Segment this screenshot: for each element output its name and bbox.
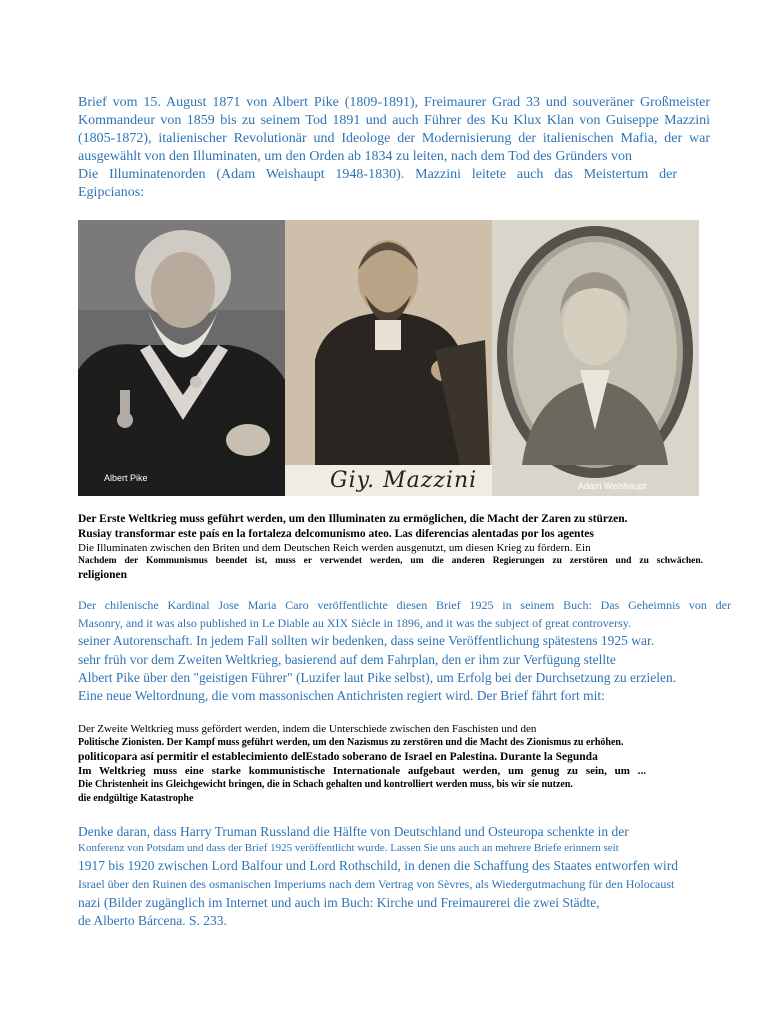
intro-line: Die Illuminatenorden (Adam Weishaupt 1948-1830). Mazzini leitete auch das Meistertum der [78,167,677,182]
letter1-line: Nachdem der Kommunismus beendet ist, muss er verwendet werden, um die anderen Regierungen zu zerstören und zu schwächen. [78,556,703,566]
body3-line: Israel über den Ruinen des osmanischen Imperiums nach dem Vertrag von Sèvres, als Wiedergutmachung für den Holocaust [78,877,675,891]
intro-line: Egipcianos: [78,185,145,200]
letter2-line: Politische Zionisten. Der Kampf muss geführt werden, um den Nazismus zu zerstören und die Macht des Zionismus zu erhöhen. [78,737,624,748]
body3-line: de Alberto Bárcena. S. 233. [78,913,227,928]
intro-line: (1805-1872), italienischer Revolutionär und Ideologe der Modernisierung der italienischen Mafia, der war [78,131,710,146]
mazzini-photo [285,220,492,496]
letter1-line: religionen [78,569,127,581]
body3-line: nazi (Bilder zugänglich im Internet und auch im Buch: Kirche und Freimaurerei die zwei Städte, [78,895,600,910]
letter2-line: Die Christenheit ins Gleichgewicht bringen, die in Schach gehalten und kontrolliert werden muss, bis wir sie nutzen. [78,779,573,790]
intro-line: Kommandeur von 1859 bis zu seinem Tod 1891 und auch Führer des Ku Klux Klan von Guiseppe Mazzini [78,113,710,128]
body3-line: 1917 bis 1920 zwischen Lord Balfour und Lord Rothschild, in denen die Schaffung des Staates entworfen wird [78,858,679,873]
mazzini-portrait [285,220,492,496]
mazzini-signature: Giy. Mazzini [330,468,478,493]
intro-line: Brief vom 15. August 1871 von Albert Pike (1809-1891), Freimaurer Grad 33 und souveräner Großmeister [78,95,710,110]
body2-line: Albert Pike über den "geistigen Führer" (Luzifer laut Pike selbst), um Erfolg bei der Durchsetzung zu erzielen. [78,670,677,685]
body2-line: sehr früh vor dem Zweiten Weltkrieg, basierend auf dem Fahrplan, den er ihm zur Verfügung stellte [78,652,616,667]
letter2-line: Im Weltkrieg muss eine starke kommunistische Internationale aufgebaut werden, um genug zu sein, um ... [78,765,646,777]
letter2-line: politicopara así permitir el establecimiento delEstado soberano de Israel en Palestina. Durante la Segunda [78,751,598,763]
weishaupt-photo [492,220,699,496]
body2-line: seiner Autorenschaft. In jedem Fall sollten wir bedenken, dass seine Veröffentlichung spätestens 1925 war. [78,633,655,648]
albert-pike-caption: Albert Pike [104,473,148,483]
body3-line: Denke daran, dass Harry Truman Russland die Hälfte von Deutschland und Osteuropa schenkte in der [78,824,629,839]
body2-line: Der chilenische Kardinal Jose Maria Caro veröffentlichte diesen Brief 1925 in seinem Buch: Das Geheimnis von der [78,598,731,612]
albert-pike-portrait [78,220,285,496]
albert-pike-photo [78,220,285,496]
weishaupt-portrait [492,220,699,496]
intro-line: ausgewählt von den Illuminaten, um den Orden ab 1834 zu leiten, nach dem Tod des Gründers von [78,149,632,164]
letter2-line: die endgültige Katastrophe [78,793,194,804]
body2-line: Eine neue Weltordnung, die vom massonischen Antichristen regiert wird. Der Brief fährt fort mit: [78,688,605,703]
weishaupt-caption: Adam Weishaupt [578,481,647,491]
letter2-line: Der Zweite Weltkrieg muss gefördert werden, indem die Unterschiede zwischen den Faschisten und den [78,723,537,735]
body2-line: Masonry, and it was also published in Le Diable au XIX Siècle in 1896, and it was the subject of great controversy. [78,616,631,630]
letter1-line: Der Erste Weltkrieg muss geführt werden, um den Illuminaten zu ermöglichen, die Macht der Zaren zu stürzen. [78,513,628,525]
letter1-line: Die Illuminaten zwischen den Briten und dem Deutschen Reich werden ausgenutzt, um diesen Krieg zu fördern. Ein [78,542,591,554]
letter1-line: Rusiay transformar este país en la fortaleza delcomunismo ateo. Las diferencias alentadas por los agentes [78,528,594,540]
body3-line: Konferenz von Potsdam und dass der Brief 1925 veröffentlicht wurde. Lassen Sie uns auch an mehrere Briefe erinnern seit [78,842,619,854]
